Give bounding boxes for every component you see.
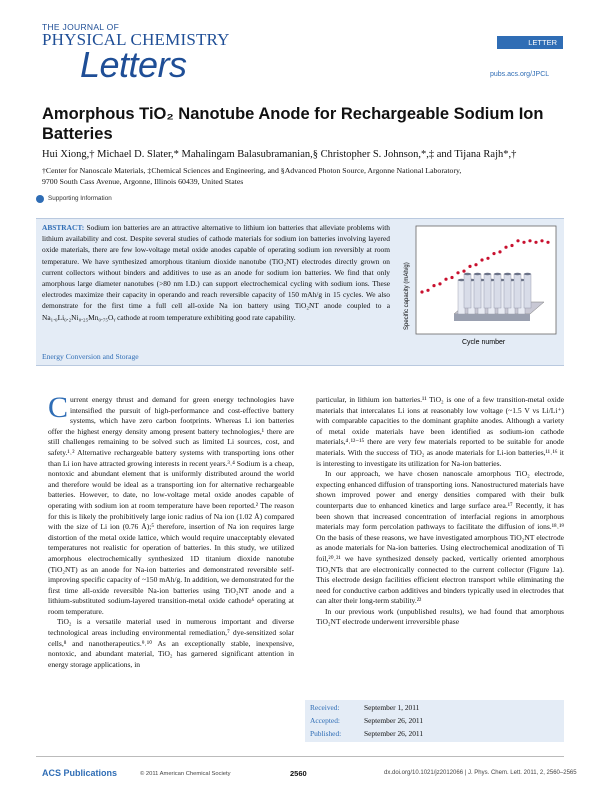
nanotube-opening <box>524 273 531 276</box>
nanotube-opening <box>504 273 511 276</box>
abstract <box>42 222 390 323</box>
capacity-point <box>438 282 441 285</box>
journal-name-line2: PHYSICAL CHEMISTRY <box>42 30 230 49</box>
page-number: 2560 <box>290 769 307 778</box>
abstract-category[interactable]: Energy Conversion and Storage <box>42 352 139 361</box>
toc-graphic <box>402 222 560 348</box>
paragraph: TiO₂ is a versatile material used in numerous important and diverse technological areas including environmental remediation,⁷ dye-sensitized solar cells,⁸ and nanotherapeutics.⁹˒¹⁰ As an exceptionally stable, inexpensive, nontoxic, and abundant material, TiO₂ has garnered significant attention in energy storage applications, in <box>48 617 294 669</box>
abstract-text: Sodium ion batteries are an attractive alternative to lithium ion batteries that alleviate problems with lithium availability and cost. Despite several studies of cathode materials for sodium ion batteries involving layered oxide materials, there are few low-voltage metal oxide anodes capable of operating sodium ion reversibly at room temperature. We have synthesized amorphous titanium dioxide nanotube (TiO₂NT) electrodes directly grown on current collectors without binders and additives to use as an anode for sodium ion batteries. We find that only amorphous large diameter nanotubes (>80 nm I.D.) can support electrochemical cycling with sodium ions. These electrodes maximize their capacity in operando and reach reversible capacity of 150 mAh/g in 15 cycles. We also demonstrate for the first time a full cell all-oxide Na ion battery using TiO₂NT anode coupled to a Na₁.₀Li₀.₂Ni₀.₂₅Mn₀.₇₅Oᵧ cathode at room temperature exhibiting good rate capability. <box>42 223 390 322</box>
capacity-point <box>528 239 531 242</box>
capacity-point <box>426 289 429 292</box>
footer-divider <box>36 756 564 757</box>
body-column-left <box>48 391 294 670</box>
supporting-info-link[interactable]: Supporting Information <box>48 195 112 202</box>
capacity-point <box>444 278 447 281</box>
journal-name-line1: THE JOURNAL OF <box>42 22 120 32</box>
capacity-point <box>480 258 483 261</box>
publisher-logo: ACS Publications <box>42 768 118 778</box>
accepted-row: Accepted: September 26, 2011 <box>310 716 424 725</box>
published-row: Published: September 26, 2011 <box>310 729 424 738</box>
received-row: Received: September 1, 2011 <box>310 703 420 712</box>
capacity-point <box>420 290 423 293</box>
capacity-point <box>546 241 549 244</box>
graphic-xlabel: Cycle number <box>462 339 506 346</box>
capacity-point <box>450 276 453 279</box>
paragraph: particular, in lithium ion batteries.¹¹ TiO₂ is one of a few transition-metal oxide materials that intercalates Li ions at reasonably low voltage (~1.5 V vs Li/Li⁺) with comparable capacities to the dominant graphite anodes. Although a variety of metal oxide materials have been identified as sodium-ion cathode materials,⁴˒¹²⁻¹⁵ there are very few materials reported to be suitable for anode materials. With the success of TiO₂ as anode materials for Li-ion batteries,¹¹˒¹⁶ it is interesting to investigate its utilization for Na-ion batteries. <box>316 395 564 468</box>
capacity-point <box>504 246 507 249</box>
capacity-point <box>540 239 543 242</box>
capacity-point <box>474 263 477 266</box>
capacity-point <box>522 241 525 244</box>
nanotube <box>524 274 531 308</box>
supporting-info-icon[interactable] <box>36 195 44 203</box>
nanotube <box>464 274 471 308</box>
paragraph: Current energy thrust and demand for green energy technologies have intensified the pursuit of high-performance and cost-effective battery systems, which have zero carbon footprints. Whereas Li ion batteries offer the highest energy density among present battery technologies,¹ there are still challenges remaining to be solved such as limited Li sources, cost, and safety.¹˒² Alternative rechargeable battery systems with transporting ions other than Li ion have attracted growing interests in recent years.³˒⁴ Sodium is a cheap, nontoxic and abundant element that is uniformly distributed around the world and therefore would be ideal as a transporting ion for alternative rechargeable batteries. However, to date, no low-voltage metal oxide anodes capable of operating with sodium ion at room temperature have been reported.² The reason for this is likely the prohibitively large ionic radius of Na ion (1.02 Å) compared with the size of Li ion (0.76 Å);⁵ therefore, insertion of Na ion requires large distortion of the metal oxide lattice, which would require unacceptably elevated temperatures not realistic for operation of batteries. In this study, we utilized amorphous electrochemically synthesized 1D titanium dioxide nanotube (TiO₂NT) as an anode for Na-ion batteries and demonstrated reversible self-improving specific capacity of ~150 mAh/g. In addition, we demonstrated for the first time all-oxide reversible Na-ion batteries using TiO₂NT anode and a lithium-substituted sodium-layered transition-metal oxide cathode⁶ operating at room temperature. <box>48 391 294 616</box>
capacity-point <box>462 270 465 273</box>
abstract-label: ABSTRACT: <box>42 223 85 232</box>
drop-cap: C <box>48 391 69 424</box>
paragraph: In our previous work (unpublished results), we had found that amorphous TiO₂NT electrode underwent irreversible phase <box>316 606 564 627</box>
doi-citation[interactable]: dx.doi.org/10.1021/jz2012066 | J. Phys. Chem. Lett. 2011, 2, 2560–2565 <box>384 770 577 776</box>
article-type-badge: LETTER <box>497 36 563 49</box>
copyright: © 2011 American Chemical Society <box>140 771 231 777</box>
article-title: Amorphous TiO₂ Nanotube Anode for Rechargeable Sodium Ion Batteries <box>42 105 544 143</box>
affiliation-line: †Center for Nanoscale Materials, ‡Chemical Sciences and Engineering, and §Advanced Photon Source, Argonne National Laboratory, <box>42 166 462 175</box>
graphic-ylabel: Specific capacity (mAh/g) <box>404 262 410 330</box>
affiliations <box>42 166 572 187</box>
capacity-point <box>468 265 471 268</box>
nanotube-opening <box>464 273 471 276</box>
nanotube <box>474 274 481 308</box>
nanotube-opening <box>474 273 481 276</box>
journal-url-link[interactable]: pubs.acs.org/JPCL <box>490 71 550 78</box>
capacity-point <box>456 271 459 274</box>
nanotube <box>484 274 491 308</box>
nanotube-illustration <box>454 273 544 321</box>
capacity-point <box>516 239 519 242</box>
affiliation-line: 9700 South Cass Avenue, Argonne, Illinois 60439, United States <box>42 176 244 186</box>
nanotube <box>514 274 521 308</box>
capacity-point <box>510 244 513 247</box>
nanotube <box>494 274 501 308</box>
author-list: Hui Xiong,† Michael D. Slater,* Mahalingam Balasubramanian,§ Christopher S. Johnson,*,‡ and Tijana Rajh*,† <box>42 149 517 160</box>
nanotube <box>504 274 511 308</box>
body-column-right <box>316 395 564 628</box>
paragraph: In our approach, we have chosen nanoscale amorphous TiO₂ electrode, expecting enhanced diffusion of transporting ions. Nanostructured materials have shown improved power and energy densities compared with their bulk counterparts due to enhanced kinetics and large surface area.¹⁷ Recently, it has been shown that increased concentration of interfacial regions in amorphous materials may form percolation pathways to facilitate the diffusion of ions.¹⁸˒¹⁹ On the basis of these reasons, we have investigated amorphous TiO₂NT electrode as anode materials for Na-ion batteries. Using electrochemical anodization of Ti foil,²⁰˒²¹ we have synthesized densely packed, vertically oriented amorphous TiO₂NTs that are electronically connected to the current collector (Figure 1a). This electrode design facilities efficient electron transport while eliminating the need for conductive carbon additives and binders typically used in electrodes that can alter their long-term stability.²² <box>316 469 564 606</box>
capacity-point <box>498 250 501 253</box>
capacity-point <box>534 241 537 244</box>
capacity-point <box>432 284 435 287</box>
nanotube-opening <box>514 273 521 276</box>
nanotube-opening <box>484 273 491 276</box>
journal-name-line3: Letters <box>80 44 187 85</box>
nanotube-opening <box>494 273 501 276</box>
capacity-point <box>492 252 495 255</box>
capacity-point <box>486 257 489 260</box>
